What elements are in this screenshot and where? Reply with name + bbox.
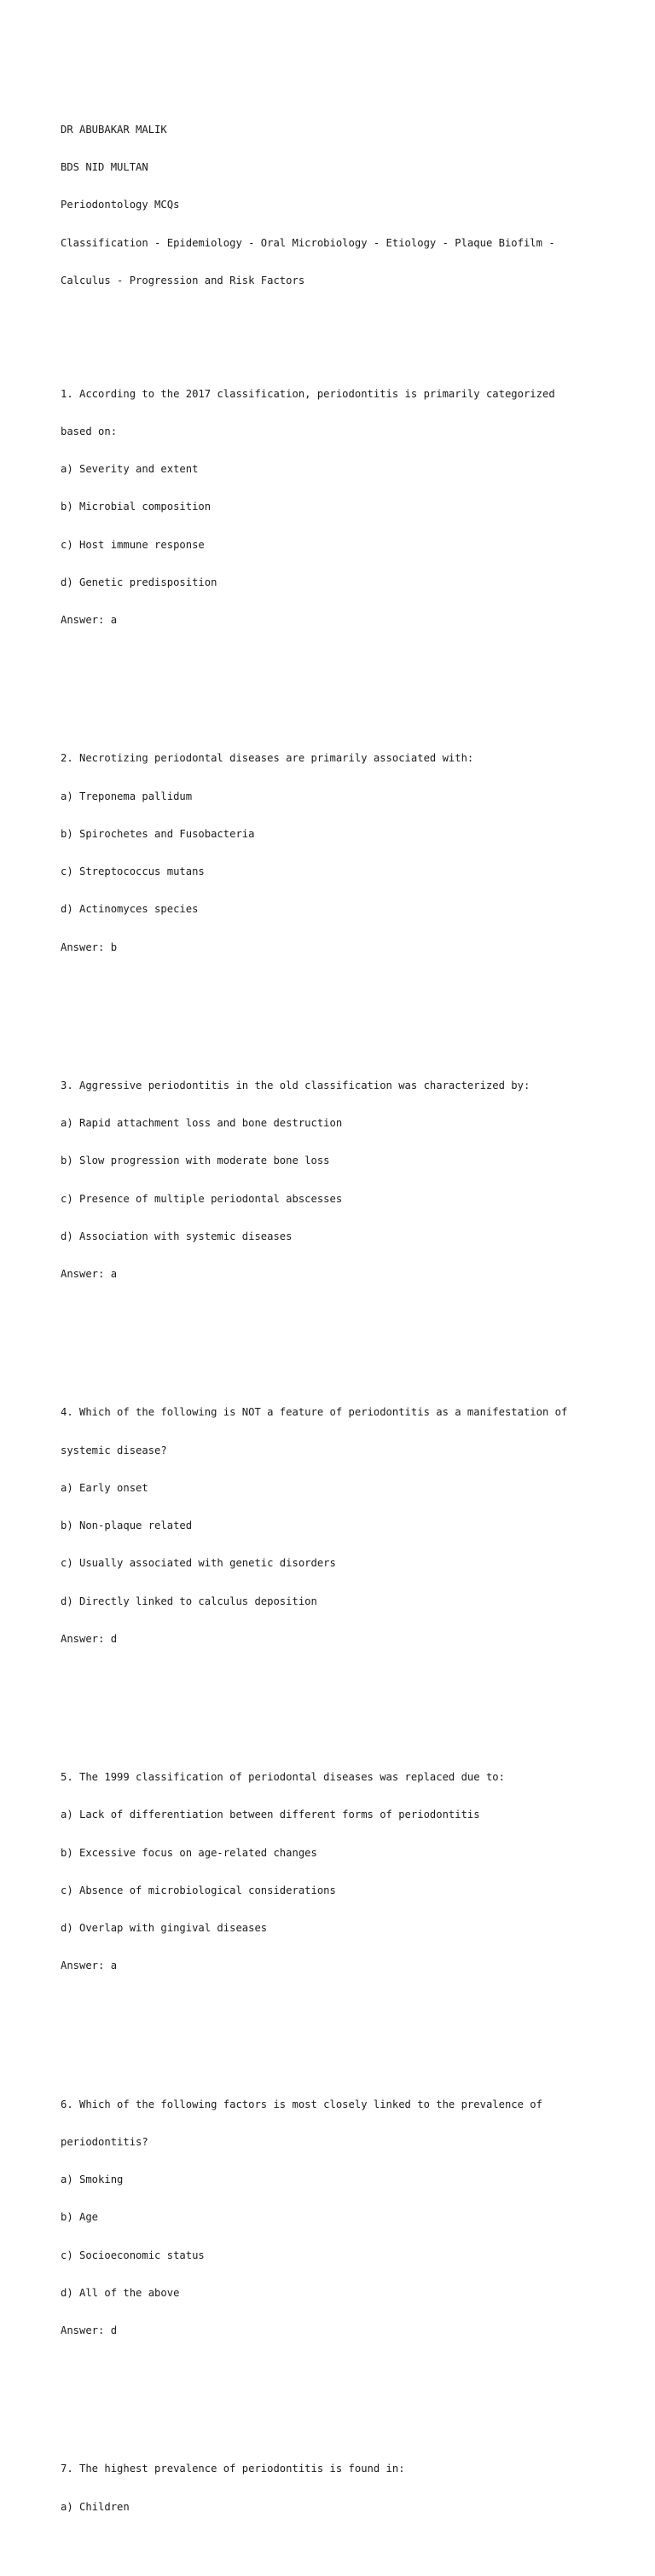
question-4 — [61, 1381, 606, 1670]
answer: Answer: b — [61, 941, 118, 953]
answer: Answer: d — [61, 2324, 118, 2336]
option-c: c) Presence of multiple periodontal abscesses — [61, 1192, 343, 1205]
option-a: a) Lack of differentiation between different forms of periodontitis — [61, 1809, 480, 1821]
option-a: a) Rapid attachment loss and bone destruction — [61, 1117, 343, 1129]
option-a: a) Early onset — [61, 1481, 148, 1494]
option-c: c) Absence of microbiological considerations — [61, 1884, 336, 1896]
option-a: a) Children — [61, 2500, 130, 2513]
topics-line-1: Classification - Epidemiology - Oral Microbiology - Etiology - Plaque Biofilm - — [61, 236, 555, 249]
option-a: a) Smoking — [61, 2174, 124, 2185]
question-stem: 1. According to the 2017 classification, periodontitis is primarily categorized — [61, 387, 555, 400]
question-stem-continued: periodontitis? — [61, 2135, 148, 2148]
author-name: DR ABUBAKAR MALIK — [61, 123, 167, 136]
answer: Answer: d — [61, 1632, 118, 1645]
question-stem: 3. Aggressive periodontitis in the old classification was characterized by: — [61, 1079, 530, 1091]
option-d: d) Directly linked to calculus deposition — [61, 1595, 317, 1607]
option-d: d) Actinomyces species — [61, 903, 199, 916]
option-d: d) Overlap with gingival diseases — [61, 1922, 268, 1934]
question-6 — [61, 2073, 606, 2362]
option-c: c) Socioeconomic status — [61, 2249, 205, 2261]
question-stem: 6. Which of the following factors is most closely linked to the prevalence of — [61, 2098, 542, 2110]
option-d: d) Association with systemic diseases — [61, 1230, 293, 1242]
topics-line-2: Calculus - Progression and Risk Factors — [61, 274, 305, 287]
question-1 — [61, 362, 606, 651]
question-stem: 2. Necrotizing periodontal diseases are primarily associated with: — [61, 752, 474, 765]
option-a: a) Severity and extent — [61, 463, 199, 475]
answer: Answer: a — [61, 1959, 118, 1972]
question-stem: 7. The highest prevalence of periodontitis is found in: — [61, 2463, 405, 2475]
question-stem-continued: based on: — [61, 425, 118, 437]
answer: Answer: a — [61, 1268, 118, 1280]
option-d: d) Genetic predisposition — [61, 576, 217, 588]
option-b: b) Non-plaque related — [61, 1520, 193, 1531]
document-title: Periodontology MCQs — [61, 199, 180, 211]
document-header — [61, 98, 606, 312]
answer: Answer: a — [61, 614, 118, 626]
question-5 — [61, 1746, 606, 1998]
option-b: b) Age — [61, 2211, 99, 2224]
option-c: c) Usually associated with genetic disorders — [61, 1557, 336, 1570]
question-2 — [61, 727, 606, 979]
question-stem: 5. The 1999 classification of periodontal diseases was replaced due to: — [61, 1771, 505, 1783]
option-b: b) Slow progression with moderate bone loss — [61, 1155, 330, 1167]
option-c: c) Host immune response — [61, 538, 205, 551]
author-credentials: BDS NID MULTAN — [61, 161, 148, 173]
question-3 — [61, 1054, 606, 1305]
option-b: b) Microbial composition — [61, 501, 212, 513]
option-c: c) Streptococcus mutans — [61, 865, 205, 877]
document-content — [61, 61, 606, 2576]
option-d: d) All of the above — [61, 2286, 180, 2299]
question-7 — [61, 2438, 606, 2538]
option-b: b) Excessive focus on age-related changes — [61, 1846, 317, 1859]
question-stem-continued: systemic disease? — [61, 1444, 167, 1456]
option-b: b) Spirochetes and Fusobacteria — [61, 827, 255, 840]
question-stem: 4. Which of the following is NOT a feature of periodontitis as a manifestation of — [61, 1406, 568, 1419]
option-a: a) Treponema pallidum — [61, 790, 193, 802]
